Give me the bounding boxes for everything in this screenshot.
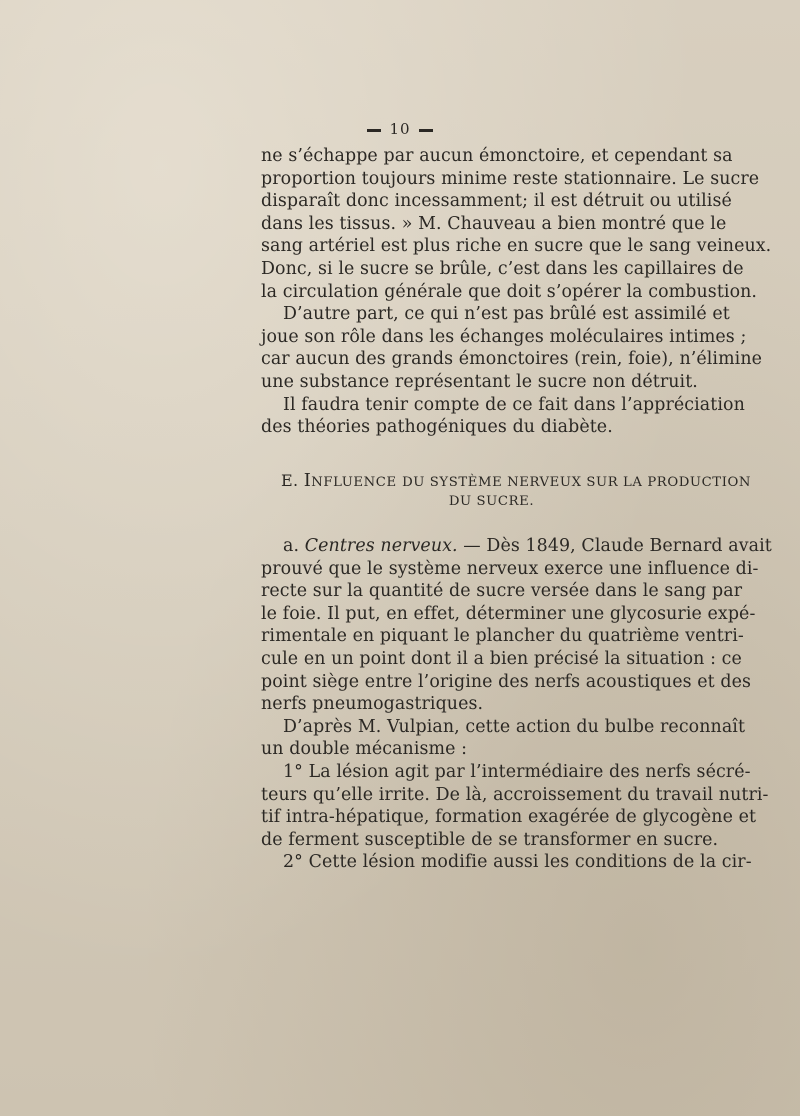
text-line: Il faudra tenir compte de ce fait dans l’appréciation — [283, 394, 745, 415]
text-line: une substance représentant le sucre non détruit. — [261, 371, 698, 392]
section-letter: E. — [281, 471, 299, 490]
heading-first-word: NFLUENCE — [311, 475, 397, 490]
text-line: tif intra-hépatique, formation exagérée de glycogène et — [261, 807, 757, 828]
text-line: D’autre part, ce qui n’est pas brûlé est assimilé et — [283, 304, 730, 325]
text-line: 1° La lésion agit par l’intermédiaire des nerfs sécré- — [283, 761, 751, 782]
page-number — [0, 120, 800, 138]
text-line: cule en un point dont il a bien précisé la situation : ce — [261, 648, 742, 669]
text-line: le foie. Il put, en effet, déterminer une glycosurie expé- — [261, 603, 756, 624]
text-block-lower — [261, 535, 772, 874]
text-line: de ferment susceptible de se transformer en sucre. — [261, 829, 719, 850]
subsection-title: Centres nerveux. — [304, 536, 458, 556]
text-line: Donc, si le sucre se brûle, c’est dans les capillaires de — [261, 258, 744, 279]
paragraph-assimilation — [261, 303, 763, 393]
heading-rest: DU SYSTÈME NERVEUX SUR LA PRODUCTION — [402, 475, 752, 490]
section-heading — [261, 470, 752, 491]
text-line: proportion toujours minime reste stationnaire. Le sucre — [261, 168, 760, 189]
paragraph-combustion — [261, 145, 772, 303]
paragraph-mechanism-2 — [261, 851, 752, 874]
paragraph-pathogenic — [261, 394, 745, 439]
text-line: 2° Cette lésion modifie aussi les conditions de la cir- — [283, 852, 752, 873]
text-block-upper — [261, 145, 772, 439]
subsection-label: a. — [283, 536, 300, 556]
page-number-text: 10 — [389, 120, 411, 138]
text-line: nerfs pneumogastriques. — [261, 694, 484, 715]
folio-dash-right — [419, 129, 433, 132]
text-line: ne s’échappe par aucun émonctoire, et cependant sa — [261, 146, 733, 166]
text-line: point siège entre l’origine des nerfs acoustiques et des — [261, 671, 752, 692]
text-line: recte sur la quantité de sucre versée dans le sang par — [261, 581, 743, 602]
paragraph-mechanism-1 — [261, 761, 769, 851]
text-line: des théories pathogéniques du diabète. — [261, 417, 613, 438]
heading-initial: I — [303, 470, 312, 491]
paragraph-vulpian — [261, 716, 746, 761]
text-line: rimentale en piquant le plancher du quatrième ventri- — [261, 626, 744, 647]
text-line: disparaît donc incessamment; il est détruit ou utilisé — [261, 191, 732, 212]
text-line: prouvé que le système nerveux exerce une influence di- — [261, 558, 759, 579]
text-line: sang artériel est plus riche en sucre que le sang veineux. — [261, 236, 772, 257]
text-run: — Dès 1849, Claude Bernard avait — [463, 536, 772, 556]
text-line: dans les tissus. » M. Chauveau a bien montré que le — [261, 213, 727, 234]
text-line: car aucun des grands émonctoires (rein, foie), n’élimine — [261, 349, 763, 370]
section-heading-line2: DU SUCRE. — [448, 494, 535, 509]
text-line: la circulation générale que doit s’opérer la combustion. — [261, 281, 758, 302]
text-line: un double mécanisme : — [261, 739, 468, 760]
text-line — [261, 535, 772, 558]
paragraph-nervous-centres — [261, 535, 772, 716]
text-line: joue son rôle dans les échanges moléculaires intimes ; — [261, 326, 747, 347]
text-line: teurs qu’elle irrite. De là, accroissement du travail nutri- — [261, 784, 769, 805]
folio-dash-left — [367, 129, 381, 132]
text-line: D’après M. Vulpian, cette action du bulbe reconnaît — [283, 716, 746, 737]
